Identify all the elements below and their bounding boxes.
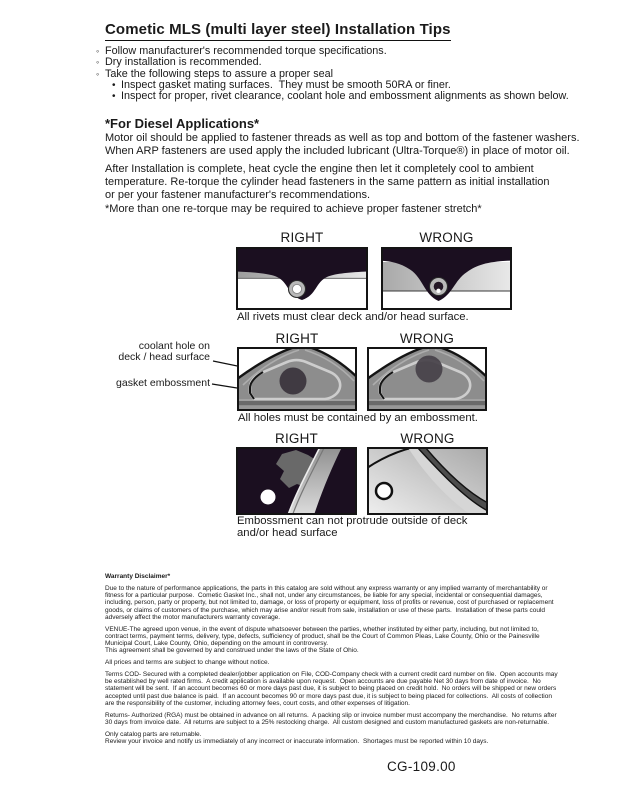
fig2-right-diagram xyxy=(237,347,357,411)
tip-text: Take the following steps to assure a proper seal xyxy=(105,67,334,80)
rivet-icon xyxy=(289,281,306,298)
catalog-code: CG-109.00 xyxy=(387,759,456,774)
fig3-caption xyxy=(237,516,467,539)
callout-gasket-embossment-label: gasket embossment xyxy=(116,377,210,389)
tips-list xyxy=(96,46,569,102)
filled-bullet-marker: • xyxy=(112,79,116,91)
tip-text: Inspect for proper, rivet clearance, coolant hole and embossment alignments as shown below. xyxy=(121,90,569,103)
fig2-caption: All holes must be contained by an embossment. xyxy=(238,412,478,424)
open-bullet-marker: ◦ xyxy=(96,57,100,68)
open-bullet-marker: ◦ xyxy=(96,46,100,56)
fine-print-line: Review your invoice and notify us immediately of any incorrect or inaccurate information. Shortages must be reported within 10 days. xyxy=(105,737,489,745)
warranty-paragraph xyxy=(105,711,557,727)
callout-coolant-hole-label xyxy=(70,341,210,362)
fine-print-line: This agreement shall be governed by and construed under the laws of the State of Ohio. xyxy=(105,647,359,655)
tip-item xyxy=(96,57,569,68)
fine-print-line: accepted until past due balance is paid. If an account becomes 90 or more days past due, it is subject to being placed for collections. All costs of collection xyxy=(105,692,552,700)
caption-line: Embossment can not protrude outside of deck xyxy=(237,515,468,527)
fig3-wrong-diagram xyxy=(367,447,488,515)
coolant-hole xyxy=(416,356,443,383)
fine-print-line: Terms COD- Secured with a completed dealer/jobber application on File, COD-Company check with a current credit card number on file. Open accounts may xyxy=(105,670,558,678)
paragraph-line: When ARP fasteners are used apply the included lubricant (Ultra-Torque®) in place of motor oil. xyxy=(105,145,570,157)
fine-print-line: contract terms, payment terms, delivery, type, defects, sufficiency of product, shall be the Court of Common Pleas, Lake County, Ohio or the Painesville xyxy=(105,632,540,640)
open-bullet-marker: ◦ xyxy=(96,68,100,79)
fine-print-line: goods, or claims of customers of the purchase, which may arise and/or result from sale, installation or use of these parts. Installation of these parts could xyxy=(105,606,546,614)
warranty-paragraph xyxy=(105,659,545,666)
fine-print-line: Due to the nature of performance applications, the parts in this catalog are sold without any express warranty or any implied warranty of merchantability or xyxy=(105,584,548,592)
fig3-right-diagram xyxy=(236,447,357,515)
fine-print-line: Returns- Authorized (RGA) must be obtained in advance on all returns. A packing slip or invoice number must accompany the merchandise. No returns after xyxy=(105,711,557,719)
warranty-section xyxy=(105,573,558,750)
fine-print-line: are the responsibility of the customer, including attorney fees, court costs, and other expenses of litigation. xyxy=(105,700,410,708)
warranty-paragraph xyxy=(105,626,545,655)
fine-print-line: adversely affect the motor manufacturers warranty coverage. xyxy=(105,613,281,621)
paragraph-line: or per your fastener manufacturer's recommendations. xyxy=(105,189,370,201)
rivet-icon xyxy=(430,278,448,296)
fine-print-line: statement will be sent. If an account becomes 60 or more days past due, it is subject to being placed on credit hold. No orders will be shipped or new orders xyxy=(105,685,557,693)
paragraph-line: After Installation is complete, heat cycle the engine then let it completely cool to ambient xyxy=(105,163,534,175)
fine-print-line: including, person, party or property, but not limited to, damage, or loss of property or equipment, loss of profits or revenue, cost of purchased or replacement xyxy=(105,599,554,607)
bolt-hole xyxy=(376,483,392,499)
fine-print-line: fitness for a particular purpose. Cometic Gasket Inc., shall not, under any circumstances, be liable for any special, incidental or consequential damages, xyxy=(105,591,543,599)
fig2-wrong-label: WRONG xyxy=(399,331,455,346)
diesel-heading: *For Diesel Applications* xyxy=(105,116,260,131)
tip-text: Follow manufacturer's recommended torque specifications. xyxy=(105,45,387,57)
fine-print-line: All prices and terms are subject to change without notice. xyxy=(105,659,270,667)
tip-text: Dry installation is recommended. xyxy=(105,56,262,69)
fig3-wrong-label: WRONG xyxy=(400,431,455,446)
paragraph-line: temperature. Re-torque the cylinder head fasteners in the same pattern as initial installation xyxy=(105,176,550,188)
fig3-right-label: RIGHT xyxy=(275,431,318,446)
fine-print-line: be established by well rated firms. A credit application is available upon request. Open accounts are due payable Net 30 days from date of invoice. No xyxy=(105,678,541,686)
paragraph-line: Motor oil should be applied to fastener threads as well as top and bottom of the fastener washers. xyxy=(105,132,580,144)
bolt-hole xyxy=(261,490,276,505)
sub-tip-item xyxy=(96,91,569,102)
coolant-hole xyxy=(280,368,307,395)
callout-line: coolant hole on xyxy=(138,340,210,352)
caption-line: and/or head surface xyxy=(237,526,338,539)
page-title: Cometic MLS (multi layer steel) Installation Tips xyxy=(105,21,451,41)
fig1-wrong-diagram xyxy=(381,247,512,310)
fig1-caption: All rivets must clear deck and/or head surface. xyxy=(237,311,469,323)
retorque-note: *More than one re-torque may be required to achieve proper fastener stretch* xyxy=(105,203,482,215)
fine-print-line: Municipal Court, Lake County, Ohio, depending on the amount in controversy. xyxy=(105,640,329,648)
tip-text: Inspect gasket mating surfaces. They must be smooth 50RA or finer. xyxy=(121,78,451,91)
fig1-right-label: RIGHT xyxy=(280,230,324,245)
fig1-right-diagram xyxy=(236,247,368,310)
fine-print-line: VENUE-The agreed upon venue, in the event of dispute whatsoever between the parties, whether instituted by either party, including, but not limited to, xyxy=(105,625,539,633)
warranty-heading: Warranty Disclaimer* xyxy=(105,573,171,580)
warranty-paragraph xyxy=(105,670,558,708)
warranty-paragraph xyxy=(105,584,554,621)
fig2-wrong-diagram xyxy=(367,347,487,411)
fine-print-line: 30 days from invoice date. All returns are subject to a 25% restocking charge. All custom designed and custom manufactured gaskets are non-returnable. xyxy=(105,719,550,726)
fine-print-line: Only catalog parts are returnable. xyxy=(105,730,202,738)
fig2-right-label: RIGHT xyxy=(275,331,319,346)
diesel-paragraph-1 xyxy=(105,132,580,158)
fig1-wrong-label: WRONG xyxy=(419,230,474,245)
callout-line: deck / head surface xyxy=(118,350,210,363)
diesel-paragraph-2 xyxy=(105,163,550,202)
filled-bullet-marker: • xyxy=(112,91,116,103)
warranty-paragraph xyxy=(105,731,545,746)
